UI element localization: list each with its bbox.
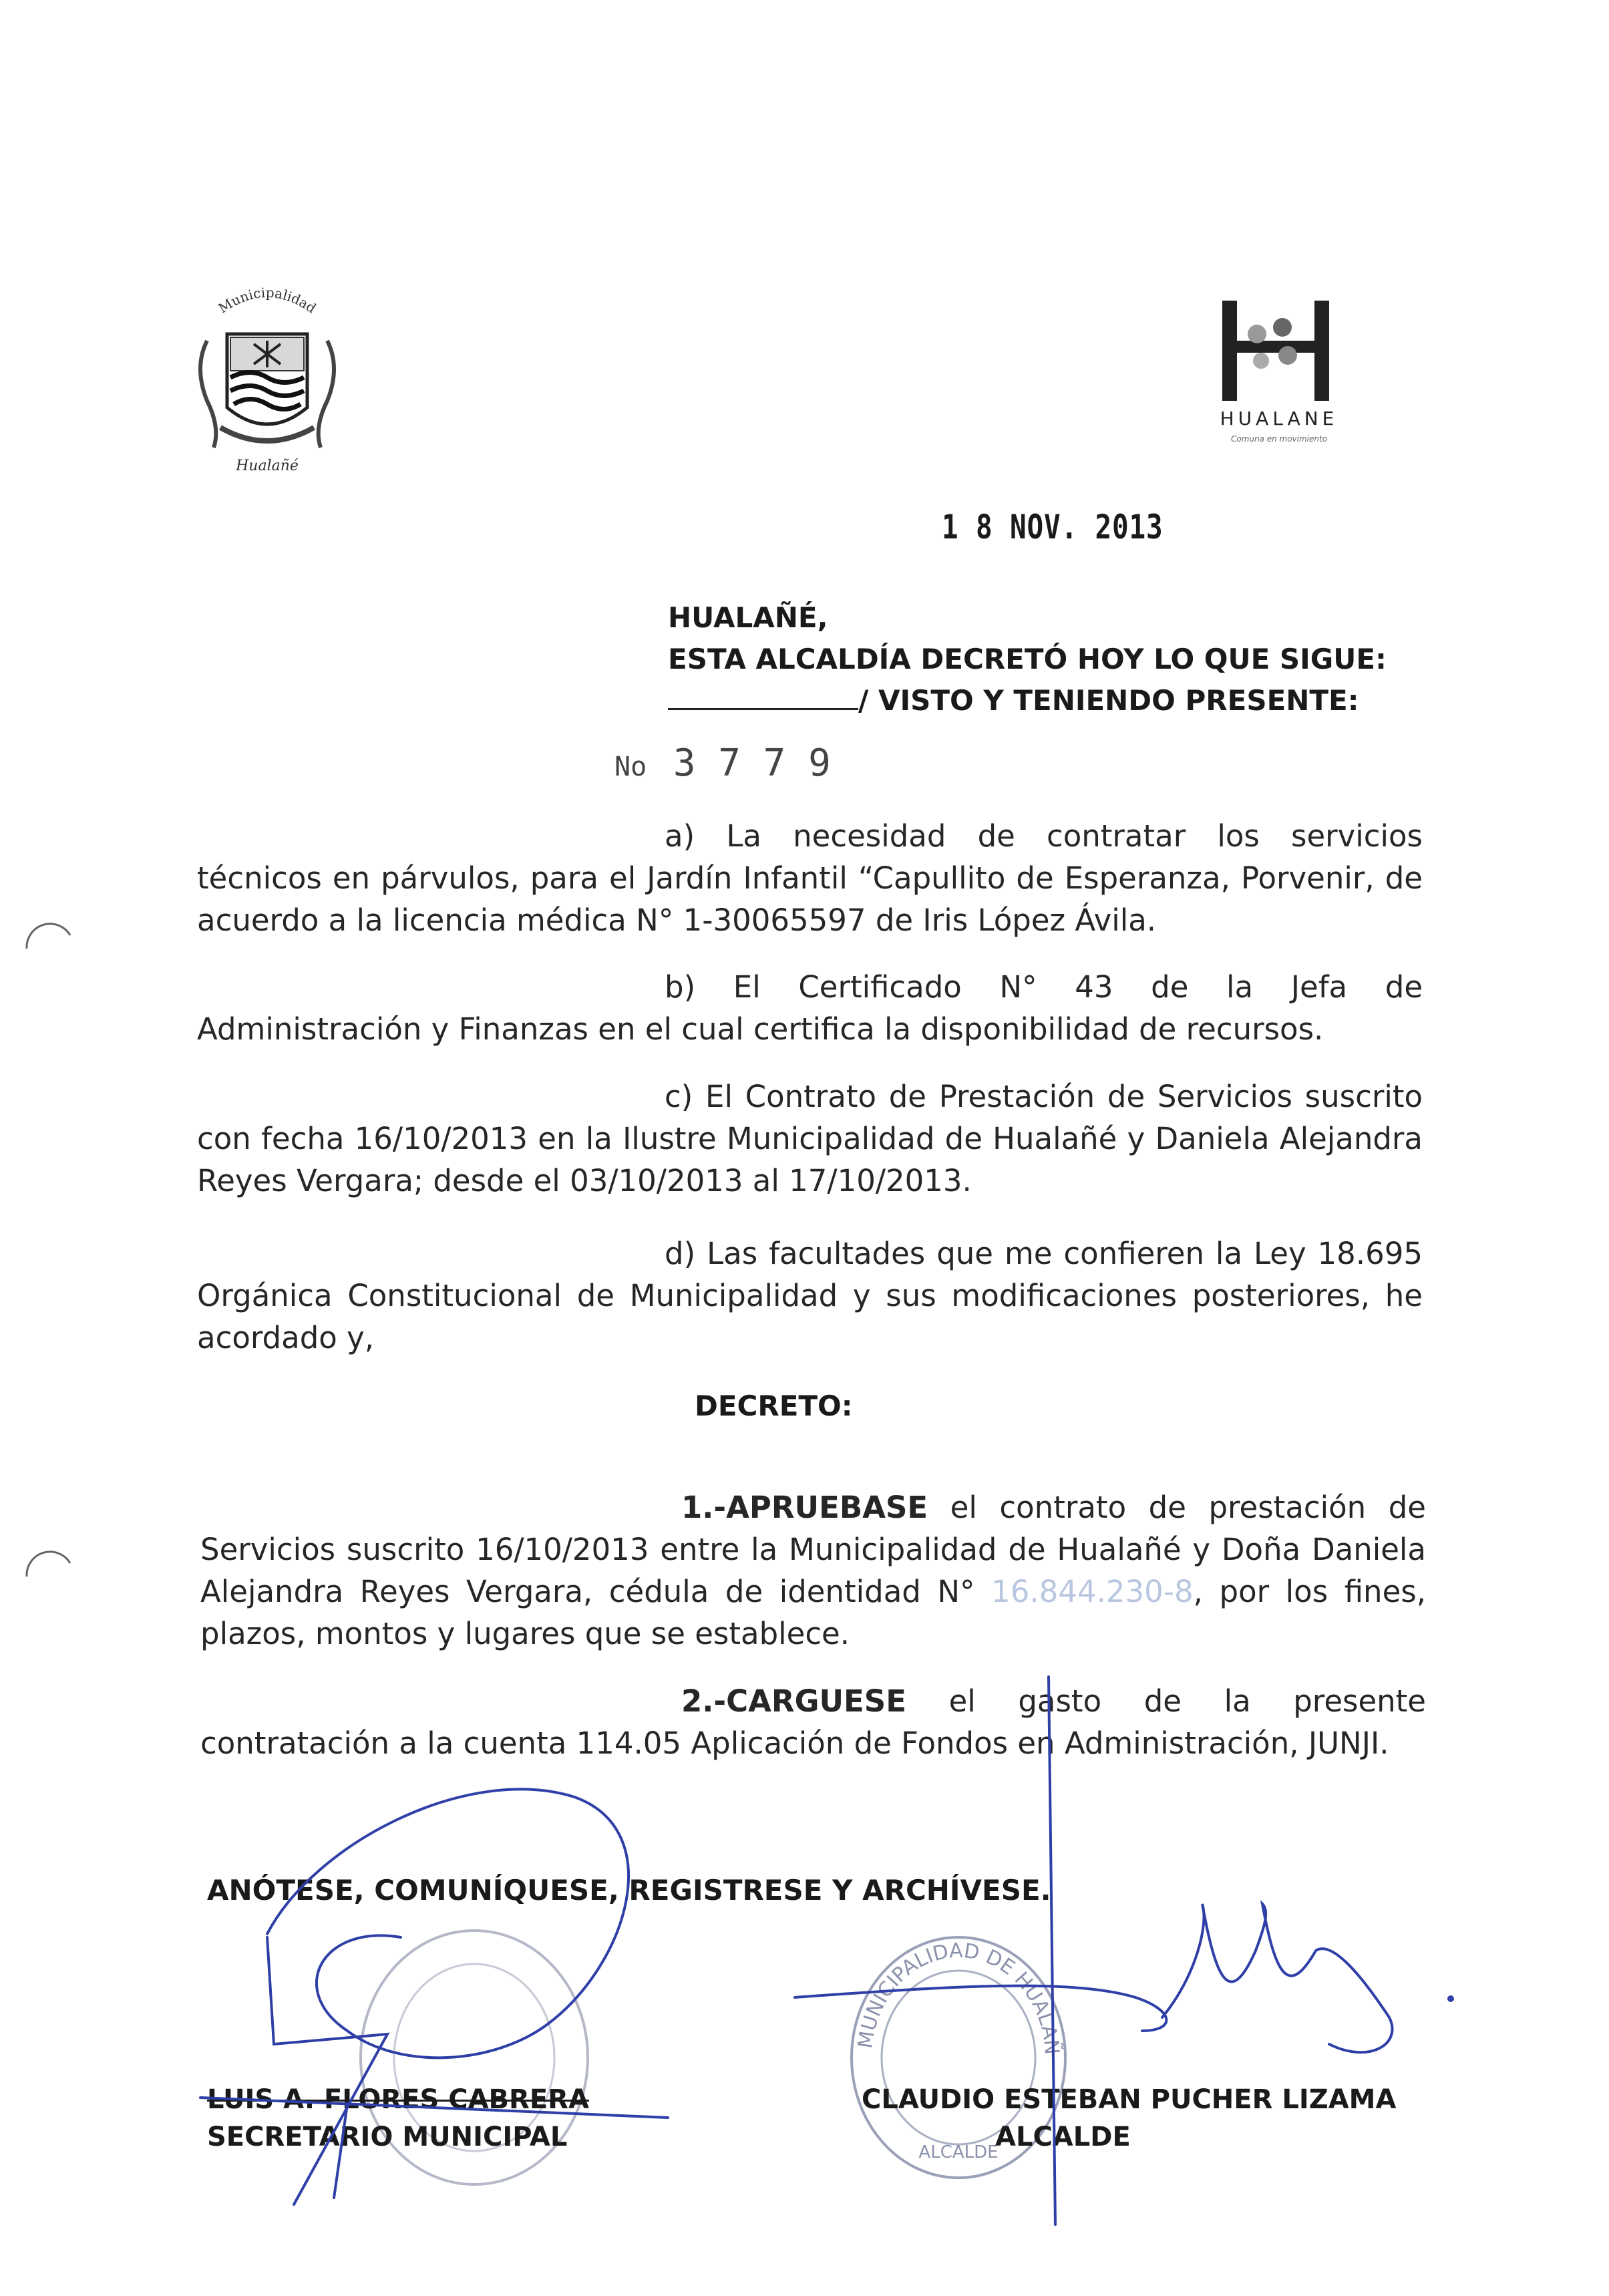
header-line2-text: / VISTO Y TENIENDO PRESENTE:	[858, 684, 1359, 717]
date-stamp: 1 8 NOV. 2013	[942, 508, 1164, 546]
stamp-inner-text: ALCALDE	[918, 2142, 999, 2162]
articulo-1-text: el contrato de prestación de Servicios suscrito 16/10/2013 entre la Municipalidad de Hualañé y Doña Daniela Alejandra Reyes Vergara, cédula de identidad N°	[200, 1490, 1426, 1609]
mayor-name: CLAUDIO ESTEBAN PUCHER LIZAMA	[862, 2084, 1397, 2115]
redacted-id: 16.844.230-8	[991, 1574, 1194, 1609]
articulo-2-label: 2.-CARGUESE	[681, 1683, 906, 1719]
considerando-a-text: La necesidad de contratar los servicios técnicos en párvulos, para el Jardín Infantil “Capullito de Esperanza, Porvenir, de acuerdo a la licencia médica N° 1-30065597 de Iris López Ávila.	[197, 818, 1423, 938]
secretary-name: LUIS A. FLORES CABRERA	[207, 2084, 589, 2115]
brand-name: HUALANE	[1220, 407, 1338, 430]
decree-number-prefix: No	[614, 752, 647, 782]
considerando-d-text: Las facultades que me confieren la Ley 18.695 Orgánica Constitucional de Municipalidad y sus modificaciones posteriores, he acordado y,	[197, 1236, 1423, 1355]
header-place: HUALAÑÉ,	[668, 601, 828, 634]
stamp-ring-text: I. MUNICIPALIDAD DE HUALAÑÉ	[838, 1913, 1064, 2056]
punch-hole-mark-lower	[20, 1550, 80, 1603]
mayor-role: ALCALDE	[995, 2122, 1131, 2152]
logo-caption: Hualañé	[236, 458, 299, 474]
considerando-b-label: b)	[665, 969, 696, 1005]
closing-formula: ANÓTESE, COMUNÍQUESE, REGISTRESE Y ARCHÍVESE.	[207, 1874, 1051, 1907]
articulo-1-label: 1.-APRUEBASE	[681, 1490, 928, 1525]
considerando-c-label: c)	[665, 1079, 693, 1114]
articulo-2-text: el gasto de la presente contratación a la cuenta 114.05 Aplicación de Fondos en Administración, JUNJI.	[200, 1683, 1426, 1761]
considerando-a-label: a)	[665, 818, 695, 854]
articulo-1-text-after: , por los fines, plazos, montos y lugares que se establece.	[200, 1574, 1426, 1651]
secretary-role: SECRETARIO MUNICIPAL	[207, 2122, 568, 2152]
header-line1: ESTA ALCALDÍA DECRETÓ HOY LO QUE SIGUE:	[668, 643, 1387, 675]
decreto-title: DECRETO:	[695, 1389, 853, 1422]
logo-arc-text: Municipalidad	[215, 284, 319, 317]
considerando-b-text: El Certificado N° 43 de la Jefa de Administración y Finanzas en el cual certifica la disponibilidad de recursos.	[197, 969, 1423, 1047]
brand-tagline: Comuna en movimiento	[1230, 434, 1328, 444]
considerando-d-label: d)	[665, 1236, 696, 1271]
punch-hole-mark-upper	[20, 922, 80, 975]
decree-number-value: 3 7 7 9	[673, 742, 831, 785]
considerando-c-text: El Contrato de Prestación de Servicios suscrito con fecha 16/10/2013 en la Ilustre Municipalidad de Hualañé y Daniela Alejandra Reyes Vergara; desde el 03/10/2013 al 17/10/2013.	[197, 1079, 1423, 1198]
